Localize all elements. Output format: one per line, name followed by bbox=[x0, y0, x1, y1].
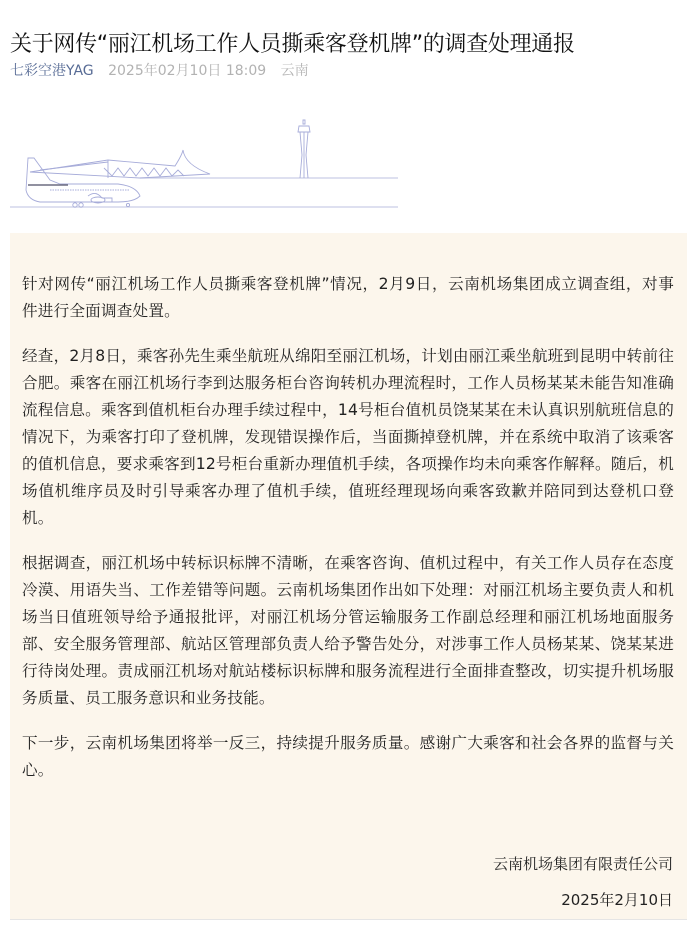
article-title: 关于网传“丽江机场工作人员撕乘客登机牌”的调查处理通报 bbox=[10, 31, 575, 57]
airport-illustration bbox=[0, 110, 400, 220]
paragraph-1: 针对网传“丽江机场工作人员撕乘客登机牌”情况，2月9日，云南机场集团成立调查组，对事件进行全面调查处置。 bbox=[22, 275, 674, 320]
account-name-link[interactable]: 七彩空港YAG bbox=[10, 63, 94, 79]
publish-location: 云南 bbox=[280, 63, 309, 79]
article-body bbox=[10, 233, 687, 920]
paragraph-2: 经查，2月8日，乘客孙先生乘坐航班从绵阳至丽江机场，计划由丽江乘坐航班到昆明中转前往合肥。乘客在丽江机场行李到达服务柜台咨询转机办理流程时，工作人员杨某某未能告知准确流程信息。乘客到值机柜台办理手续过程中，14号柜台值机员饶某某在未认真识别航班信息的情况下，为乘客打印了登机牌，发现错误操作后，当面撕掉登机牌，并在系统中取消了该乘客的值机信息，要求乘客到12号柜台重新办理值机手续，各项操作均未向乘客作解释。随后，机场值机维序员及时引导乘客办理了值机手续，值班经理现场向乘客致歉并陪同到达登机口登机。 bbox=[22, 347, 674, 527]
paragraph-4: 下一步，云南机场集团将举一反三，持续提升服务质量。感谢广大乘客和社会各界的监督与关心。 bbox=[22, 734, 674, 779]
signature-organization: 云南机场集团有限责任公司 bbox=[492, 855, 673, 873]
paragraph-3: 根据调查，丽江机场中转标识标牌不清晰，在乘客咨询、值机过程中，有关工作人员存在态度冷漠、用语失当、工作差错等问题。云南机场集团作出如下处理：对丽江机场主要负责人和机场当日值班领导给予通报批评，对丽江机场分管运输服务工作副总经理和丽江机场地面服务部、安全服务管理部、航站区管理部负责人给予警告处分，对涉事工作人员杨某某、饶某某进行待岗处理。责成丽江机场对航站楼标识标牌和服务流程进行全面排查整改，切实提升机场服务质量、员工服务意识和业务技能。 bbox=[22, 554, 674, 707]
article-meta bbox=[10, 61, 309, 81]
signature-date: 2025年2月10日 bbox=[561, 891, 673, 909]
terminal-building-icon bbox=[30, 150, 210, 178]
control-tower-icon bbox=[298, 120, 310, 178]
publish-time: 2025年02月10日 18:09 bbox=[108, 63, 267, 79]
